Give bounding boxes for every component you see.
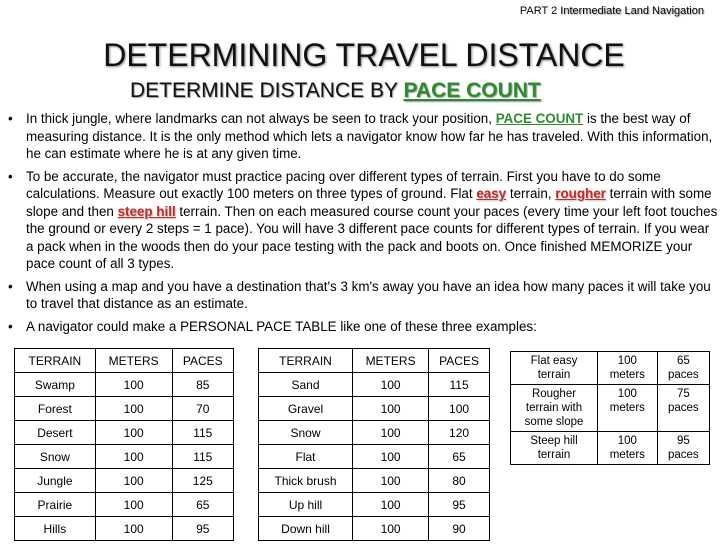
paces-value: 95 — [676, 435, 690, 447]
table-cell: Thick brush — [259, 469, 353, 493]
terrain-text: Steep hill — [530, 435, 578, 447]
terrain-text: some slope — [524, 416, 584, 428]
table-cell: Jungle — [15, 469, 96, 493]
table-cell: 80 — [429, 469, 490, 493]
subtitle-prefix: DETERMINE DISTANCE BY — [130, 79, 398, 102]
table-row — [259, 517, 490, 541]
bullet-text: terrain with some slope and then — [26, 186, 712, 219]
table-cell: Prairie — [15, 493, 96, 517]
table-cell: Gravel — [259, 397, 353, 421]
table-row — [259, 421, 490, 445]
table-cell: 100 — [353, 469, 429, 493]
table-cell: 120 — [429, 421, 490, 445]
table-row — [259, 469, 490, 493]
table-cell: Down hill — [259, 517, 353, 541]
table-cell: Hills — [15, 517, 96, 541]
bullet-text: terrain. Then on each measured course count your paces (every time your left foot touches the ground or every 2 steps = 1 pace). You will have 3 different pace counts for different types of terrain. If you wear a pack when in the woods then do your pace testing with the pack and boots on. Once finished MEMORIZE your pace count of all 3 types. — [26, 203, 718, 271]
paces-unit: paces — [668, 402, 699, 414]
terrain-text: terrain — [537, 449, 571, 461]
table-cell — [598, 352, 658, 385]
table-cell: Sand — [259, 373, 353, 397]
page-title: DETERMINING TRAVEL DISTANCE — [103, 37, 625, 73]
paces-unit: paces — [668, 449, 699, 461]
column-header: PACES — [172, 349, 233, 373]
bullet-item — [8, 168, 720, 273]
bullet-text: terrain, — [509, 186, 552, 201]
table-cell: 125 — [172, 469, 233, 493]
bullet-item — [8, 318, 720, 336]
subtitle-highlight: PACE COUNT — [403, 79, 541, 102]
paces-value: 65 — [676, 355, 690, 367]
terrain-highlight-steep-hill: steep hill — [117, 203, 176, 219]
table-header-row — [259, 349, 490, 373]
meters-value: 100 — [617, 355, 637, 367]
pace-table-2 — [258, 348, 490, 541]
bullet-item — [8, 278, 720, 313]
meters-value: 100 — [617, 388, 637, 400]
paces-value: 75 — [676, 388, 690, 400]
table-cell — [511, 432, 598, 465]
meters-unit: meters — [609, 369, 645, 381]
table-cell: 100 — [95, 445, 172, 469]
table-cell: Flat — [259, 445, 353, 469]
part-label: PART 2 — [519, 5, 558, 17]
page-subtitle — [130, 78, 541, 104]
table-row — [511, 385, 710, 432]
bullet-dot: • — [8, 278, 13, 294]
table-row — [15, 421, 234, 445]
table-row — [15, 373, 234, 397]
table-cell: 70 — [172, 397, 233, 421]
bullet-text: To be accurate, the navigator must practice pacing over different types of terrain. First you have to do some calculations. Measure out exactly 100 meters on three types of ground. Flat — [26, 168, 661, 201]
table-cell: 100 — [353, 445, 429, 469]
table-cell: 115 — [172, 445, 233, 469]
table-cell: 95 — [172, 517, 233, 541]
table-cell: 100 — [353, 421, 429, 445]
table-row — [15, 445, 234, 469]
table-cell: Up hill — [259, 493, 353, 517]
table-cell: 100 — [353, 397, 429, 421]
bullet-dot: • — [8, 111, 13, 126]
bullet-item — [8, 110, 720, 163]
table-header-row — [15, 349, 234, 373]
table-cell — [511, 352, 598, 385]
table-cell — [511, 385, 598, 432]
bullet-dot: • — [8, 168, 13, 184]
table-cell: 65 — [172, 493, 233, 517]
table-cell: Snow — [259, 421, 353, 445]
bullet-text: When using a map and you have a destination that's 3 km's away you have an idea how many paces it will take you to travel that distance as an estimate. — [26, 278, 711, 311]
table-cell: 100 — [95, 421, 172, 445]
pace-table-3 — [510, 351, 710, 465]
table-row — [259, 445, 490, 469]
table-cell: 65 — [429, 445, 490, 469]
table-cell: 100 — [353, 373, 429, 397]
bullet-text: In thick jungle, where landmarks can not always be seen to track your position, — [26, 111, 492, 126]
table-cell: 85 — [172, 373, 233, 397]
table-cell: 100 — [95, 397, 172, 421]
table-cell: 100 — [353, 493, 429, 517]
bullet-text: A navigator could make a PERSONAL PACE TABLE like one of these three examples: — [26, 318, 537, 334]
bullet-list — [8, 110, 720, 340]
meters-unit: meters — [609, 449, 645, 461]
table-cell — [657, 352, 709, 385]
table-cell — [598, 385, 658, 432]
terrain-text: Rougher — [531, 388, 577, 400]
column-header: TERRAIN — [15, 349, 96, 373]
terrain-text: terrain — [537, 369, 571, 381]
table-row — [511, 432, 710, 465]
terrain-text: terrain with — [525, 402, 583, 414]
table-cell: Snow — [15, 445, 96, 469]
meters-unit: meters — [609, 402, 645, 414]
table-cell: 100 — [95, 469, 172, 493]
table-cell: Swamp — [15, 373, 96, 397]
table-cell: 115 — [172, 421, 233, 445]
table-row — [511, 352, 710, 385]
table-row — [15, 517, 234, 541]
table-cell: 100 — [429, 397, 490, 421]
table-cell: 115 — [429, 373, 490, 397]
table-cell — [657, 432, 709, 465]
terrain-highlight-easy: easy — [476, 186, 507, 201]
table-cell: 100 — [95, 517, 172, 541]
table-cell: 100 — [353, 517, 429, 541]
table-row — [15, 493, 234, 517]
column-header: METERS — [353, 349, 429, 373]
table-cell: 90 — [429, 517, 490, 541]
table-row — [15, 469, 234, 493]
pace-table-1 — [14, 348, 234, 541]
table-row — [259, 493, 490, 517]
table-row — [15, 397, 234, 421]
table-row — [259, 373, 490, 397]
column-header: METERS — [95, 349, 172, 373]
table-cell: 100 — [95, 493, 172, 517]
meters-value: 100 — [617, 435, 637, 447]
table-row — [259, 397, 490, 421]
bullet-dot: • — [8, 318, 13, 334]
terrain-highlight-rougher: rougher — [555, 186, 606, 201]
column-header: TERRAIN — [259, 349, 353, 373]
header-bar — [520, 5, 704, 17]
table-cell — [598, 432, 658, 465]
table-cell: Forest — [15, 397, 96, 421]
column-header: PACES — [429, 349, 490, 373]
section-tag-land-navigation: Land Navigation — [624, 5, 704, 17]
bullet-text: is the best way of measuring distance. It is the only method which lets a navigator know how far he has traveled. With this information, he can estimate where he is at any given time. — [26, 111, 713, 161]
table-cell: 100 — [95, 373, 172, 397]
paces-unit: paces — [668, 369, 699, 381]
table-cell: 95 — [429, 493, 490, 517]
table-cell: Desert — [15, 421, 96, 445]
bullet-highlight: PACE COUNT — [495, 111, 584, 126]
terrain-text: Flat easy — [530, 355, 578, 367]
section-tag-intermediate: Intermediate — [560, 5, 622, 17]
table-cell — [657, 385, 709, 432]
